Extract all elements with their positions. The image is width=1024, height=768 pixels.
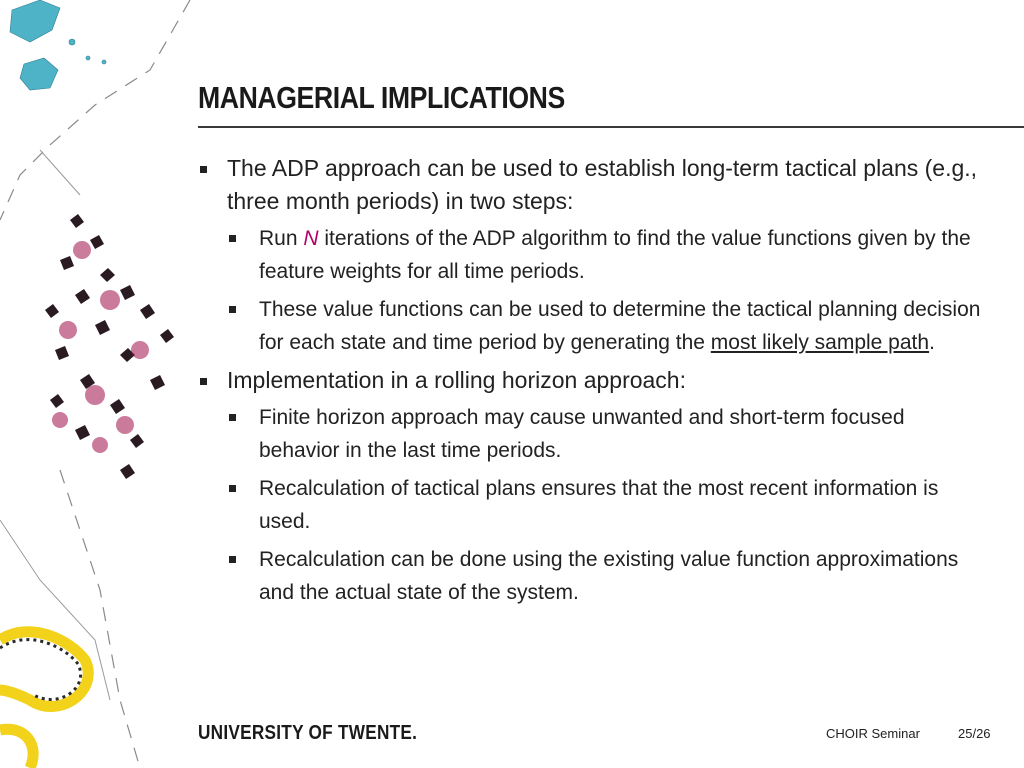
sub-bullet-text: These value functions can be used to determine the tactical planning decision for each state and time period by generating the bbox=[259, 298, 981, 354]
bullet-text: The ADP approach can be used to establish long-term tactical plans (e.g., three month periods) in two steps: bbox=[227, 155, 978, 214]
square-bullet-icon bbox=[229, 306, 236, 313]
square-bullet-icon bbox=[229, 556, 236, 563]
title-divider bbox=[198, 126, 1024, 128]
bullet-adp-approach bbox=[198, 152, 988, 218]
sub-bullet-suffix: . bbox=[929, 331, 935, 354]
variable-n: N bbox=[303, 227, 319, 250]
university-logo: UNIVERSITY OF TWENTE. bbox=[198, 722, 418, 744]
square-bullet-icon bbox=[229, 235, 236, 242]
sub-bullet-value-functions bbox=[198, 293, 988, 359]
sub-bullet-text: Recalculation can be done using the existing value function approximations and the actual state of the system. bbox=[259, 548, 959, 604]
sub-bullet-recalculation-existing bbox=[198, 543, 988, 609]
bullet-rolling-horizon bbox=[198, 364, 988, 397]
sub-bullet-finite-horizon bbox=[198, 401, 988, 467]
square-bullet-icon bbox=[229, 414, 236, 421]
square-bullet-icon bbox=[229, 485, 236, 492]
sub-bullet-recalculation-plans bbox=[198, 472, 988, 538]
square-bullet-icon bbox=[200, 166, 207, 173]
page-number: 25/26 bbox=[958, 726, 991, 741]
sub-bullet-text: Recalculation of tactical plans ensures that the most recent information is used. bbox=[259, 477, 939, 533]
sub-bullet-text: iterations of the ADP algorithm to find the value functions given by the feature weights for all time periods. bbox=[259, 227, 971, 283]
most-likely-sample-path-link[interactable]: most likely sample path bbox=[710, 331, 930, 354]
square-bullet-icon bbox=[200, 378, 207, 385]
slide-content bbox=[198, 152, 988, 614]
bullet-text: Implementation in a rolling horizon approach: bbox=[227, 367, 686, 393]
sub-bullet-text: Finite horizon approach may cause unwanted and short-term focused behavior in the last time periods. bbox=[259, 406, 905, 462]
sub-bullet-prefix: Run bbox=[259, 227, 304, 250]
sub-bullet-run-iterations bbox=[198, 222, 988, 288]
footer-event-name: CHOIR Seminar bbox=[826, 726, 920, 741]
slide-title: MANAGERIAL IMPLICATIONS bbox=[198, 80, 565, 115]
